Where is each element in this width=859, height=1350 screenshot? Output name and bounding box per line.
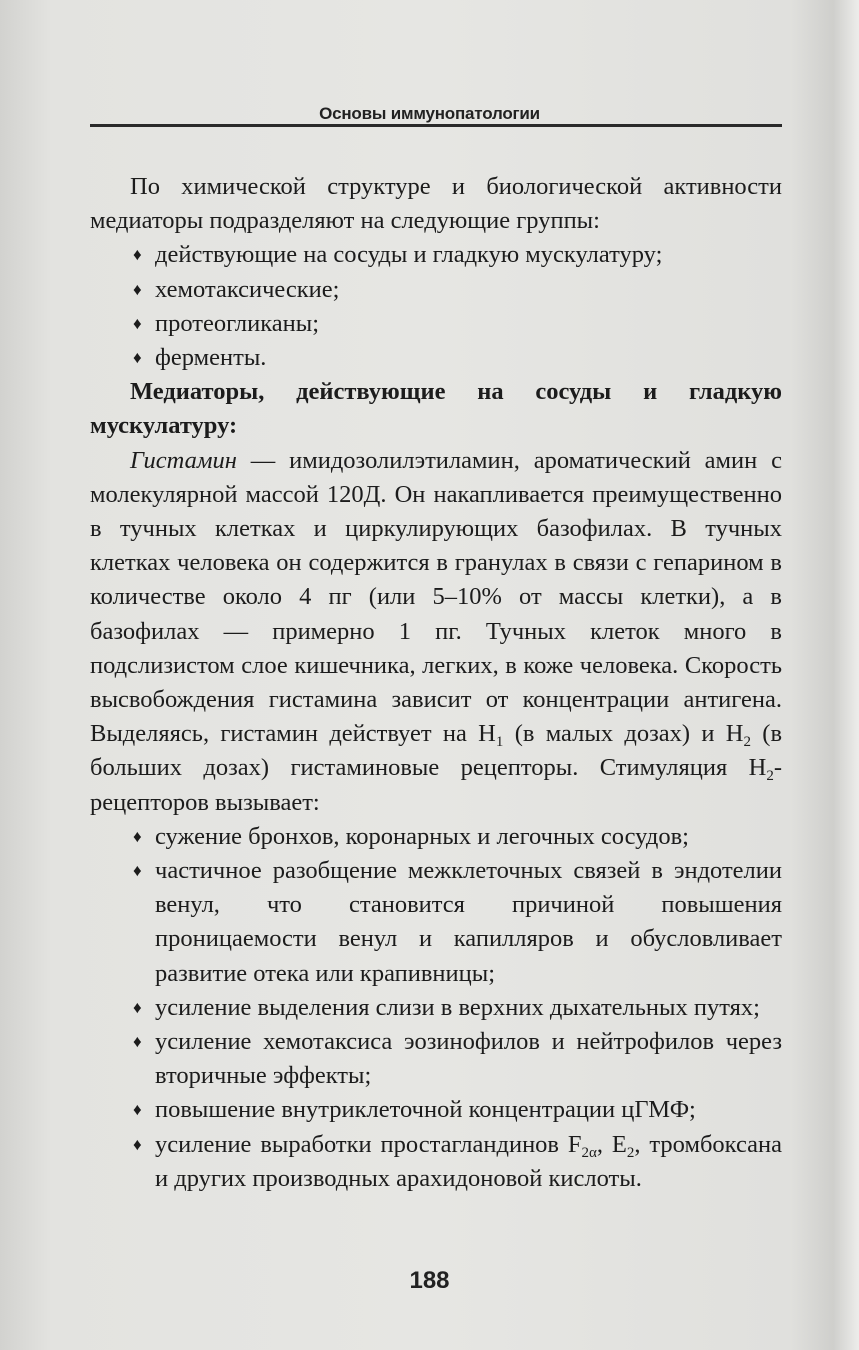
histamine-text: (в малых дозах) и H — [503, 720, 744, 748]
histamine-text: — имидозолилэтиламин, ароматический амин с молекулярной массой 120Д. Он накапливается преимущественно в тучных клетках и циркулирующих базофилах. В тучных клетках человека он содержится в гранулах в связи с гепарином в количестве около 4 пг (или 5–10% от массы клетки), а в базофилах — примерно 1 пг. Тучных клеток много в подслизистом слое кишечника, легких, в коже человека. Скорость высвобождения гистамина зависит от концентрации антигена. Выделяясь, гистамин действует на H — [90, 446, 782, 748]
list-item: ♦ хемотаксические; — [90, 273, 782, 307]
subscript: 1 — [495, 734, 504, 751]
effect-text: усиление выработки простагландинов F — [155, 1130, 582, 1158]
running-head: Основы иммунопатологии — [319, 104, 540, 123]
mediator-groups-list — [90, 238, 782, 375]
histamine-text: (в больших дозах) гистаминовые рецепторы. Стимуляция H — [90, 720, 783, 782]
list-item: ♦ усиление выделения слизи в верхних дыхательных путях; — [90, 991, 782, 1025]
histamine-paragraph — [90, 444, 782, 820]
subscript: 2 — [626, 1144, 635, 1161]
list-item: ♦ частичное разобщение межклеточных связей в эндотелии венул, что становится причиной повышения проницаемости венул и капилляров и обусловливает развитие отека или крапивницы; — [90, 854, 782, 991]
subscript: 2α — [581, 1144, 597, 1161]
subscript: 2 — [766, 768, 774, 785]
intro-paragraph: По химической структуре и биологической активности медиаторы подразделяют на следующие группы: — [90, 173, 782, 235]
list-item: ♦ сужение бронхов, коронарных и легочных сосудов; — [90, 820, 782, 854]
section-heading: Медиаторы, действующие на сосуды и гладкую мускулатуру: — [90, 378, 782, 440]
list-item: ♦ действующие на сосуды и гладкую мускулатуру; — [90, 238, 782, 272]
header-rule — [90, 124, 782, 127]
histamine-text: -рецепторов вызывает: — [90, 754, 782, 816]
list-item — [90, 1128, 782, 1196]
subscript: 2 — [743, 734, 751, 751]
body-text — [90, 170, 782, 1196]
effect-text: , E — [596, 1130, 627, 1158]
h2-effects-list — [90, 820, 782, 1196]
list-item: ♦ протеогликаны; — [90, 307, 782, 341]
list-item: ♦ повышение внутриклеточной концентрации цГМФ; — [90, 1093, 782, 1127]
list-item: ♦ усиление хемотаксиса эозинофилов и нейтрофилов через вторичные эффекты; — [90, 1025, 782, 1093]
effect-text: , тромбоксана и других производных арахидоновой кислоты. — [155, 1130, 783, 1192]
histamine-term: Гистамин — [130, 446, 237, 474]
list-item: ♦ ферменты. — [90, 341, 782, 375]
page-number: 188 — [409, 1267, 450, 1294]
